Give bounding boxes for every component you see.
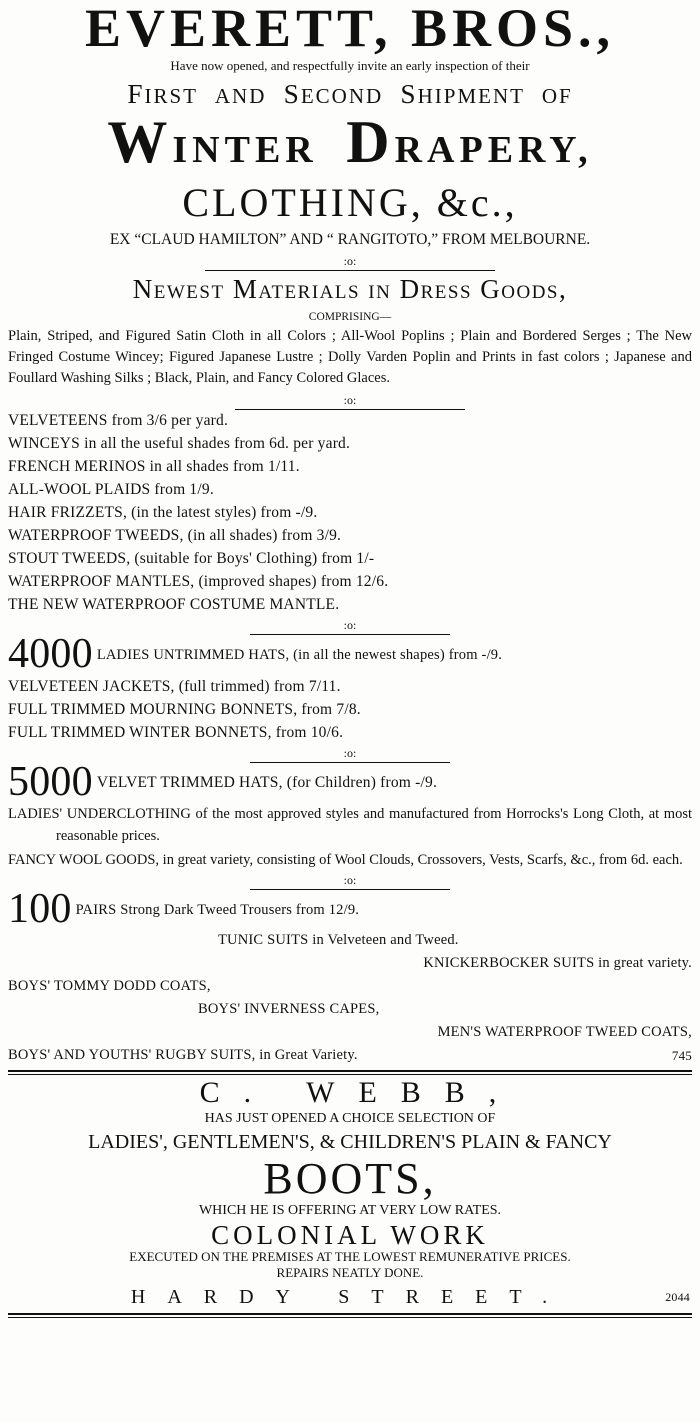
- heading-word: RAPERY,: [394, 129, 593, 171]
- list-item: WATERPROOF TWEEDS, (in all shades) from 3/9.: [8, 527, 342, 544]
- hats-5000-number: 5000: [8, 759, 93, 805]
- everett-title: EVERETT, BROS.,: [84, 0, 616, 58]
- webb-boots-heading: BOOTS,: [263, 1154, 437, 1203]
- pairs-100-text: PAIRS Strong Dark Tweed Trousers from 12/9.: [75, 902, 360, 918]
- heading-word: HIPMENT: [417, 84, 525, 108]
- pairs-100-number: 100: [8, 886, 72, 932]
- ex-line: EX “CLAUD HAMILTON” AND “ RANGITOTO,” FROM MELBOURNE.: [109, 231, 591, 248]
- list-item: FULL TRIMMED WINTER BONNETS, from 10/6.: [8, 724, 344, 741]
- list-item: HAIR FRIZZETS, (in the latest styles) from -/9.: [8, 504, 318, 521]
- clothing-heading: CLOTHING, &c.,: [182, 180, 518, 225]
- webb-street-line: [8, 1281, 692, 1313]
- heading-word: INTER: [172, 129, 318, 171]
- list-item: ALL-WOOL PLAIDS from 1/9.: [8, 481, 214, 498]
- fancy-wool-paragraph: FANCY WOOL GOODS, in great variety, consisting of Wool Clouds, Crossovers, Vests, Scarfs, &c., from 6d. each.: [8, 852, 683, 868]
- rugby-line: [8, 1044, 692, 1067]
- mens-coats-line: MEN'S WATERPROOF TWEED COATS,: [437, 1024, 692, 1040]
- hats-4000-number: 4000: [8, 631, 93, 677]
- webb-executed-line: EXECUTED ON THE PREMISES AT THE LOWEST REMUNERATIVE PRICES.: [129, 1249, 571, 1264]
- comprising-label: COMPRISING—: [308, 311, 392, 323]
- list-item: FRENCH MERINOS in all shades from 1/11.: [8, 458, 300, 475]
- heading-initial: S: [400, 79, 418, 109]
- heading-word: IRST: [144, 84, 198, 108]
- items-list-1: [8, 409, 692, 616]
- divider: [8, 1070, 692, 1072]
- webb-opened-line: HAS JUST OPENED A CHOICE SELECTION OF: [204, 1111, 496, 1126]
- winter-drapery-heading: [8, 109, 692, 178]
- rugby-text: BOYS' AND YOUTHS' RUGBY SUITS, in Great Variety.: [8, 1047, 358, 1063]
- divider: [8, 1313, 692, 1315]
- hats-4000-line: [8, 631, 692, 677]
- tunic-line: TUNIC SUITS in Velveteen and Tweed.: [218, 932, 459, 948]
- tommy-dodd-line: BOYS' TOMMY DODD COATS,: [8, 978, 211, 994]
- underclothing-paragraph: LADIES' UNDERCLOTHING of the most approved styles and manufactured from Horrocks's Long Cloth, at most reasonable prices.: [8, 806, 692, 844]
- list-item: FULL TRIMMED MOURNING BONNETS, from 7/8.: [8, 701, 361, 718]
- heading-word: ECOND: [300, 84, 384, 108]
- everett-advert: [8, 0, 692, 1067]
- heading-word: OF: [541, 84, 573, 108]
- hats-4000-text: LADIES UNTRIMMED HATS, (in all the newest shapes) from -/9.: [96, 647, 503, 663]
- webb-offering-line: WHICH HE IS OFFERING AT VERY LOW RATES.: [198, 1203, 502, 1218]
- separator: :o:: [8, 391, 692, 409]
- list-item: WATERPROOF MANTLES, (improved shapes) from 12/6.: [8, 573, 389, 590]
- list-item: VELVETEEN JACKETS, (full trimmed) from 7/11.: [8, 678, 341, 695]
- webb-repairs-line: REPAIRS NEATLY DONE.: [276, 1265, 424, 1280]
- list-item: WINCEYS in all the useful shades from 6d. per yard.: [8, 435, 351, 452]
- list-item: THE NEW WATERPROOF COSTUME MANTLE.: [8, 596, 340, 613]
- hats-5000-line: [8, 759, 692, 805]
- items-list-2: [8, 675, 692, 744]
- ad-number: 745: [671, 1048, 692, 1063]
- separator: :o:: [8, 616, 692, 634]
- separator: :o:: [8, 744, 692, 762]
- list-item: VELVETEENS from 3/6 per yard.: [8, 412, 229, 429]
- heading-initial: D: [346, 109, 395, 175]
- webb-advert: [8, 1075, 692, 1313]
- webb-ad-number: 2044: [665, 1290, 690, 1304]
- webb-ladies-line: LADIES', GENTLEMEN'S, & CHILDREN'S PLAIN & FANCY: [88, 1131, 612, 1153]
- webb-name: C. WEBB,: [199, 1076, 521, 1109]
- intro-line: Have now opened, and respectfully invite an early inspection of their: [170, 58, 530, 73]
- knickerbocker-line: KNICKERBOCKER SUITS in great variety.: [423, 955, 692, 971]
- separator: :o:: [8, 252, 692, 270]
- inverness-line: BOYS' INVERNESS CAPES,: [198, 1001, 380, 1017]
- list-item: STOUT TWEEDS, (suitable for Boys' Clothing) from 1/-: [8, 550, 375, 567]
- heading-initial: W: [107, 109, 173, 175]
- heading-word: AND: [214, 84, 267, 108]
- heading-initial: S: [283, 79, 301, 109]
- newest-materials-heading: Newest Materials in Dress Goods,: [132, 274, 568, 304]
- pairs-100-line: [8, 886, 692, 932]
- webb-street: HARDY STREET.: [130, 1286, 570, 1308]
- materials-paragraph: Plain, Striped, and Figured Satin Cloth in all Colors ; All-Wool Poplins ; Plain and Bordered Serges ; The New Fringed Costume Wincey; Figured Japanese Lustre ; Dolly Varden Poplin and Prints in fast colors ; Japanese and Foullard Washing Silks ; Black, Plain, and Fancy Colored Glaces.: [8, 328, 692, 386]
- heading-initial: F: [127, 79, 145, 109]
- webb-colonial-heading: COLONIAL WORK: [211, 1220, 489, 1250]
- hats-5000-text: VELVET TRIMMED HATS, (for Children) from -/9.: [96, 774, 438, 791]
- separator: :o:: [8, 871, 692, 889]
- divider: [8, 1317, 692, 1318]
